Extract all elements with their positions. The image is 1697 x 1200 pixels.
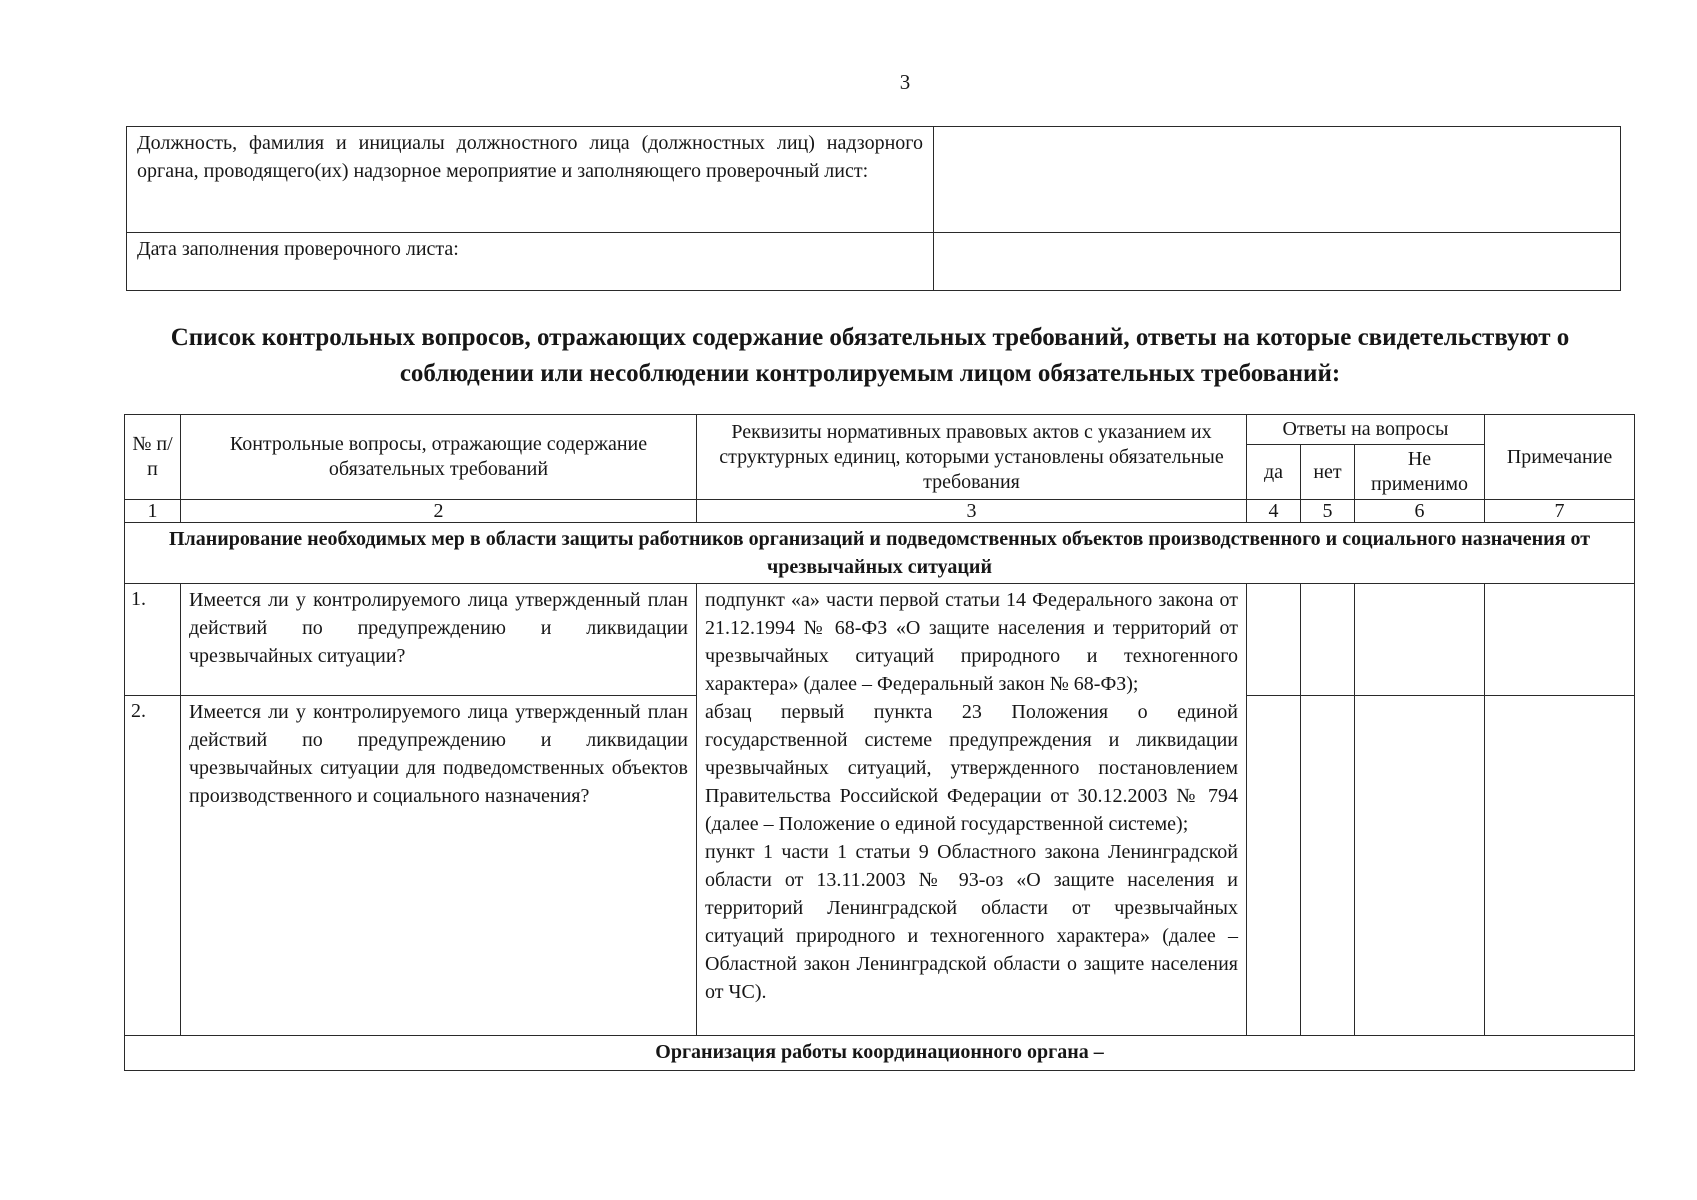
official-row [127, 127, 1621, 233]
official-value [934, 127, 1621, 233]
row-number: 2. [125, 696, 181, 1036]
answer-yes-cell[interactable] [1247, 584, 1301, 696]
date-value [934, 233, 1621, 291]
note-cell[interactable] [1485, 696, 1635, 1036]
column-number-row [125, 500, 1635, 523]
answer-na-cell[interactable] [1355, 696, 1485, 1036]
column-number: 6 [1355, 500, 1485, 523]
note-cell[interactable] [1485, 584, 1635, 696]
header-note: Примечание [1485, 415, 1635, 500]
row-number: 1. [125, 584, 181, 696]
reference-text [697, 584, 1247, 1036]
date-label: Дата заполнения проверочного листа: [127, 233, 934, 291]
official-label: Должность, фамилия и инициалы должностного лица (должностных лиц) надзорного органа, проводящего(их) надзорное мероприятие и заполняющего проверочный лист: [127, 127, 934, 233]
column-number: 3 [697, 500, 1247, 523]
checklist-table [124, 414, 1635, 1071]
reference-content: подпункт «а» части первой статьи 14 Федерального закона от 21.12.1994 № 68-ФЗ «О защите населения и территорий от чрезвычайных ситуаций природного и техногенного характера» (далее – Федеральный закон № 68-ФЗ); абзац первый пункта 23 Положения о единой государственной системе предупреждения и ликвидации чрезвычайных ситуаций, утвержденного постановлением Правительства Российской Федерации от 30.12.2003 № 794 (далее – Положение о единой государственной системе); пункт 1 части 1 статьи 9 Областного закона Ленинградской области от 13.11.2003 № 93-оз «О защите населения и территорий Ленинградской области от чрезвычайных ситуаций природного и техногенного характера» (далее – Областной закон Ленинградской области о защите населения от ЧС). [705, 589, 1238, 1003]
header-row [125, 415, 1635, 445]
question-text: Имеется ли у контролируемого лица утвержденный план действий по предупреждению и ликвидации чрезвычайных ситуации для подведомственных объектов производственного и социального назначения? [181, 696, 697, 1036]
header-question: Контрольные вопросы, отражающие содержание обязательных требований [181, 415, 697, 500]
date-row [127, 233, 1621, 291]
section-title: Список контрольных вопросов, отражающих содержание обязательных требований, ответы на которые свидетельствуют о соблюдении или несоблюдении контролируемым лицом обязательных требований: [170, 324, 1570, 387]
column-number: 4 [1247, 500, 1301, 523]
column-number: 2 [181, 500, 697, 523]
table-row [125, 584, 1635, 696]
answer-na-cell[interactable] [1355, 584, 1485, 696]
answer-yes-cell[interactable] [1247, 696, 1301, 1036]
column-number: 1 [125, 500, 181, 523]
group-heading: Планирование необходимых мер в области защиты работников организаций и подведомственных объектов производственного и социального назначения от чрезвычайных ситуаций [125, 523, 1635, 584]
question-text: Имеется ли у контролируемого лица утвержденный план действий по предупреждению и ликвидации чрезвычайных ситуации? [181, 584, 697, 696]
answer-no-cell[interactable] [1301, 696, 1355, 1036]
inspector-info-table [126, 126, 1621, 291]
column-number: 5 [1301, 500, 1355, 523]
header-yes: да [1247, 445, 1301, 500]
column-number: 7 [1485, 500, 1635, 523]
header-no: нет [1301, 445, 1355, 500]
header-not-applicable: Не применимо [1355, 445, 1485, 500]
answer-no-cell[interactable] [1301, 584, 1355, 696]
group-heading-row [125, 1036, 1635, 1071]
header-answers: Ответы на вопросы [1247, 415, 1485, 445]
header-reference: Реквизиты нормативных правовых актов с указанием их структурных единиц, которыми установлены обязательные требования [697, 415, 1247, 500]
group-heading: Организация работы координационного органа – [125, 1036, 1635, 1071]
group-heading-row [125, 523, 1635, 584]
page-number: 3 [899, 70, 911, 94]
header-num: № п/п [125, 415, 181, 500]
